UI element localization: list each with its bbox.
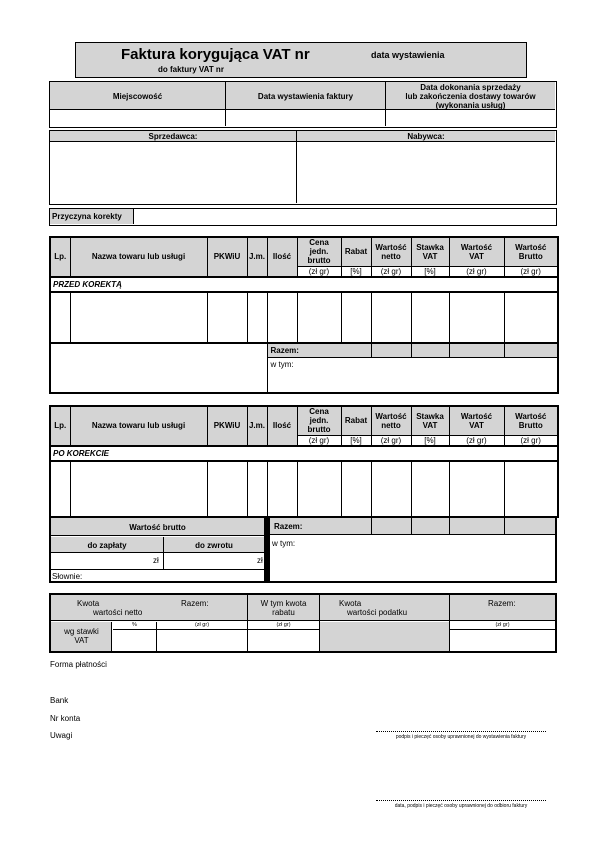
unit-vat: (zł gr): [449, 266, 504, 277]
receiver-signature-line[interactable]: [376, 800, 546, 801]
issue-date-label: data wystawienia: [371, 50, 445, 60]
before-table: [49, 236, 557, 394]
col-rate-2: Stawka VAT: [411, 406, 449, 435]
to-refund-label: do zwrotu: [195, 540, 233, 550]
col-lp-2: Lp.: [50, 406, 70, 446]
notes-label: Uwagi: [50, 731, 73, 740]
place-label: Miejscowość: [112, 91, 163, 101]
before-total-label: Razem:: [267, 343, 371, 357]
buyer-label: Nabywca:: [407, 132, 445, 141]
unit-net: (zł gr): [371, 266, 411, 277]
table-row[interactable]: [50, 461, 70, 517]
col-qty: Ilość: [267, 237, 297, 277]
gross-value-label: Wartość brutto: [129, 522, 186, 532]
unit-price: (zł gr): [297, 266, 341, 277]
parties-block: [49, 130, 557, 205]
seller-label: Sprzedawca:: [148, 132, 198, 141]
reason-field[interactable]: [135, 209, 555, 224]
buyer-field[interactable]: [297, 143, 555, 203]
before-including-label: w tym:: [267, 357, 558, 393]
discount-unit: (zł gr): [276, 622, 291, 628]
col-jm: J.m.: [247, 237, 267, 277]
original-invoice-label: do faktury VAT nr: [158, 65, 224, 74]
col-rate: Stawka VAT: [411, 237, 449, 266]
col-gross-2: Wartość Brutto: [504, 406, 558, 435]
col-lp: Lp.: [50, 237, 70, 277]
col-price-2: Cena jedn. brutto: [297, 406, 341, 435]
unit-rate: [%]: [411, 266, 449, 277]
after-total-label: Razem:: [274, 522, 303, 531]
sale-date-field[interactable]: [386, 111, 555, 126]
col-name: Nazwa towaru lub usługi: [70, 237, 207, 277]
issuer-signature-caption: podpis i pieczęć osoby uprawnionej do wystawienia faktury: [395, 734, 527, 740]
account-label: Nr konta: [50, 714, 81, 723]
rate-label: wg stawki VAT: [64, 627, 99, 645]
after-section-label: PO KOREKCIE: [50, 446, 558, 461]
after-table: Lp. Nazwa towaru lub usługi PKWiU J.m. Ilość Cena jedn. brutto Rabat Wartość netto Stawka VAT Wartość VAT Wartość Brutto (zł gr) [%] (zł gr) [%] (zł gr) (zł gr) PO KOREKCIE Wartość brutto do zapłaty do zwrotu zł zł Słownie: Razem: w tym:: [49, 405, 557, 583]
col-net: Wartość netto: [371, 237, 411, 266]
invoice-title: Faktura korygująca VAT nr: [121, 46, 310, 63]
col-net-2: Wartość netto: [371, 406, 411, 435]
col-jm-2: J.m.: [247, 406, 267, 446]
net-total-header: Razem:: [181, 599, 209, 608]
tax-total-header: Razem:: [488, 599, 516, 608]
seller-field[interactable]: [50, 143, 296, 203]
col-vat: Wartość VAT: [449, 237, 504, 266]
to-refund-field[interactable]: [164, 554, 264, 570]
currency-refund: zł: [257, 556, 263, 565]
col-discount-2: Rabat: [341, 406, 371, 435]
gross-value-block: [49, 518, 266, 583]
after-total-block: [268, 518, 557, 583]
table-row[interactable]: [50, 292, 70, 343]
col-qty-2: Ilość: [267, 406, 297, 446]
to-pay-field[interactable]: [51, 554, 163, 570]
col-price: Cena jedn. brutto: [297, 237, 341, 266]
pct-unit: %: [132, 622, 137, 628]
col-pkwiu: PKWiU: [207, 237, 247, 277]
place-field[interactable]: [50, 111, 225, 126]
dates-block: [49, 81, 557, 128]
before-section-label: PRZED KOREKTĄ: [50, 277, 558, 292]
currency-pay: zł: [153, 556, 159, 565]
col-vat-2: Wartość VAT: [449, 406, 504, 435]
after-including-label: w tym:: [272, 539, 296, 548]
to-pay-label: do zapłaty: [87, 540, 127, 550]
vat-summary: [49, 593, 557, 653]
col-name-2: Nazwa towaru lub usługi: [70, 406, 207, 446]
header-box: [75, 42, 527, 78]
unit-gross: (zł gr): [504, 266, 558, 277]
net-unit: (zł gr): [194, 622, 210, 628]
col-gross: Wartość Brutto: [504, 237, 558, 266]
receiver-signature-caption: data, podpis i pieczęć osoby uprawnionej do odbioru faktury: [394, 803, 528, 809]
net-amount-header: Kwota wartości netto: [77, 599, 143, 617]
sale-date-label: Data dokonania sprzedaży lub zakończenia dostawy towarów (wykonania usług): [405, 83, 536, 110]
issuer-signature-line[interactable]: [376, 731, 546, 732]
col-discount: Rabat: [341, 237, 371, 266]
tax-unit: (zł gr): [495, 622, 510, 628]
in-words-label: Słownie:: [52, 572, 83, 581]
unit-discount: [%]: [341, 266, 371, 277]
payment-label: Forma płatności: [50, 660, 107, 669]
invoice-date-field[interactable]: [226, 111, 385, 126]
invoice-date-label: Data wystawienia faktury: [257, 91, 354, 101]
bank-label: Bank: [50, 696, 69, 705]
reason-block: [49, 208, 557, 226]
col-pkwiu-2: PKWiU: [207, 406, 247, 446]
reason-label: Przyczyna korekty: [52, 212, 122, 221]
discount-header: W tym kwota rabatu: [260, 599, 307, 617]
tax-amount-header: Kwota wartości podatku: [339, 599, 408, 617]
